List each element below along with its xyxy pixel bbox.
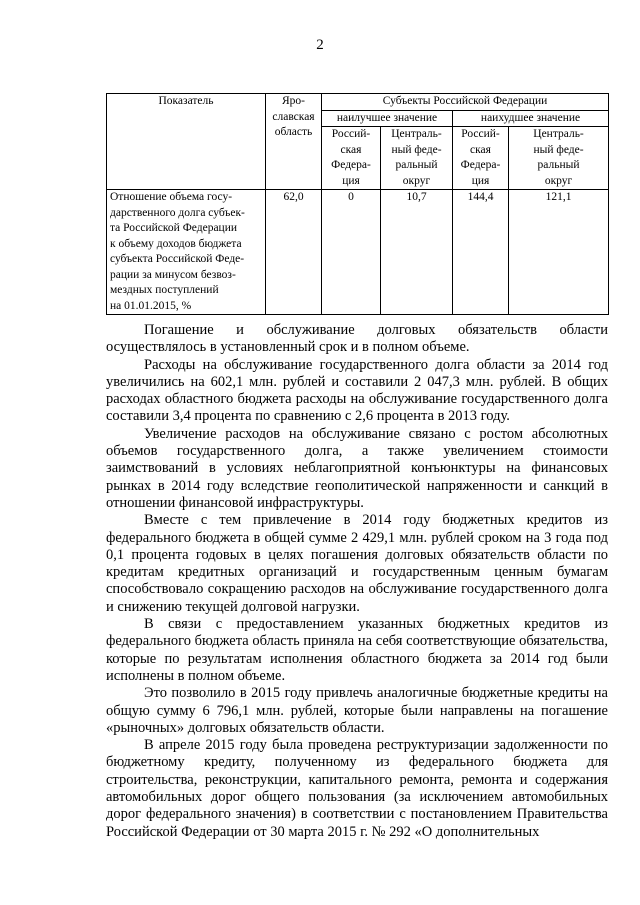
row-worst-fo-value: 121,1 bbox=[509, 190, 609, 315]
row-indicator-line: рации за минусом безвоз- bbox=[110, 268, 236, 281]
row-indicator-line: на 01.01.2015, % bbox=[110, 299, 192, 312]
row-region-value: 62,0 bbox=[266, 190, 322, 315]
header-fo-line: ный феде- bbox=[391, 143, 442, 156]
paragraph: Увеличение расходов на обслуживание связано с ростом абсолютных объемов государственного долга, а также увеличением стоимости заимствований в условиях неблагоприятной конъюнктуры на финансовых рынках в 2014 году вследствие геополитической напряженности и санкций в отношении финансовой инфраструктуры. bbox=[106, 425, 608, 511]
debt-indicator-table bbox=[106, 93, 609, 315]
paragraph: Вместе с тем привлечение в 2014 году бюджетных кредитов из федерального бюджета в общей сумме 2 429,1 млн. рублей сроком на 3 года под 0,1 процента годовых в целях погашения долговых обязательств области по кредитам кредитных организаций и государственным ценным бумагам способствовало сокращению расходов на обслуживание государственного долга и снижению текущей долговой нагрузки. bbox=[106, 512, 608, 615]
row-best-rf-value: 0 bbox=[322, 190, 381, 315]
header-best-rf bbox=[322, 127, 381, 190]
row-indicator-line: к объему доходов бюджета bbox=[110, 237, 242, 250]
header-fo-line: Централь- bbox=[391, 128, 442, 140]
header-worst-fo bbox=[509, 127, 609, 190]
row-indicator bbox=[107, 190, 266, 315]
header-best: наилучшее значение bbox=[322, 110, 453, 127]
paragraph: Расходы на обслуживание государственного долга области за 2014 год увеличились на 602,1 млн. рублей и составили 2 047,3 млн. рублей. В общих расходах областного бюджета расходы на обслуживание государственного долга составили 3,4 процента по сравнению с 2,6 процента в 2013 году. bbox=[106, 356, 608, 425]
body-text bbox=[106, 322, 608, 841]
header-rf-line: Федера- bbox=[460, 159, 501, 171]
header-indicator: Показатель bbox=[107, 94, 266, 190]
page-number: 2 bbox=[316, 37, 324, 53]
header-worst: наихудшее значение bbox=[453, 110, 609, 127]
header-region bbox=[266, 94, 322, 190]
paragraph: В связи с предоставлением указанных бюджетных кредитов из федерального бюджета область приняла на себя соответствующие обязательства, которые по результатам исполнения областного бюджета за 2014 год были исполнены в полном объеме. bbox=[106, 616, 608, 684]
paragraph: Погашение и обслуживание долговых обязательств области осуществлялось в установленный срок и в полном объеме. bbox=[106, 322, 608, 356]
header-rf-line: ская bbox=[470, 143, 491, 156]
header-fo-line: ральный bbox=[395, 159, 438, 171]
row-worst-rf-value: 144,4 bbox=[453, 190, 509, 315]
header-fo-line: ный феде- bbox=[533, 143, 584, 156]
header-fo-line: округ bbox=[402, 174, 431, 187]
header-worst-rf bbox=[453, 127, 509, 190]
paragraph: Это позволило в 2015 году привлечь аналогичные бюджетные кредиты на общую сумму 6 796,1 млн. рублей, которые были направлены на погашение «рыночных» долговых обязательств области. bbox=[106, 685, 608, 736]
header-rf-line: Россий- bbox=[461, 128, 500, 140]
row-best-fo-value: 10,7 bbox=[381, 190, 453, 315]
row-indicator-line: та Российской Федерации bbox=[110, 222, 238, 234]
header-rf-line: Россий- bbox=[331, 128, 371, 140]
header-region-line: область bbox=[274, 126, 313, 138]
header-region-line: славская bbox=[272, 110, 315, 123]
paragraph: В апреле 2015 году была проведена реструктуризации задолженности по бюджетному кредиту, полученному из федерального бюджета для строительства, реконструкции, капитального ремонта, ремонта и содержания автомобильных дорог общего пользования (за исключением автомобильных дорог федерального значения) в соответствии с постановлением Правительства Российской Федерации от 30 марта 2015 г. № 292 «О дополнительных bbox=[106, 737, 608, 840]
header-rf-line: ция bbox=[342, 174, 360, 187]
header-subjects: Субъекты Российской Федерации bbox=[322, 94, 609, 111]
header-fo-line: округ bbox=[544, 174, 573, 187]
header-rf-line: ская bbox=[340, 143, 362, 156]
header-fo-line: Централь- bbox=[533, 128, 584, 140]
header-best-fo bbox=[381, 127, 453, 190]
row-indicator-line: мездных поступлений bbox=[110, 284, 219, 296]
header-region-line: Яро- bbox=[282, 95, 305, 107]
table-row bbox=[107, 190, 609, 315]
header-rf-line: Федера- bbox=[331, 159, 371, 171]
row-indicator-line: дарственного долга субъек- bbox=[110, 206, 245, 219]
row-indicator-line: Отношение объема госу- bbox=[110, 191, 233, 203]
row-indicator-line: субъекта Российской Феде- bbox=[110, 253, 245, 265]
header-rf-line: ция bbox=[471, 174, 490, 187]
header-fo-line: ральный bbox=[537, 159, 580, 171]
